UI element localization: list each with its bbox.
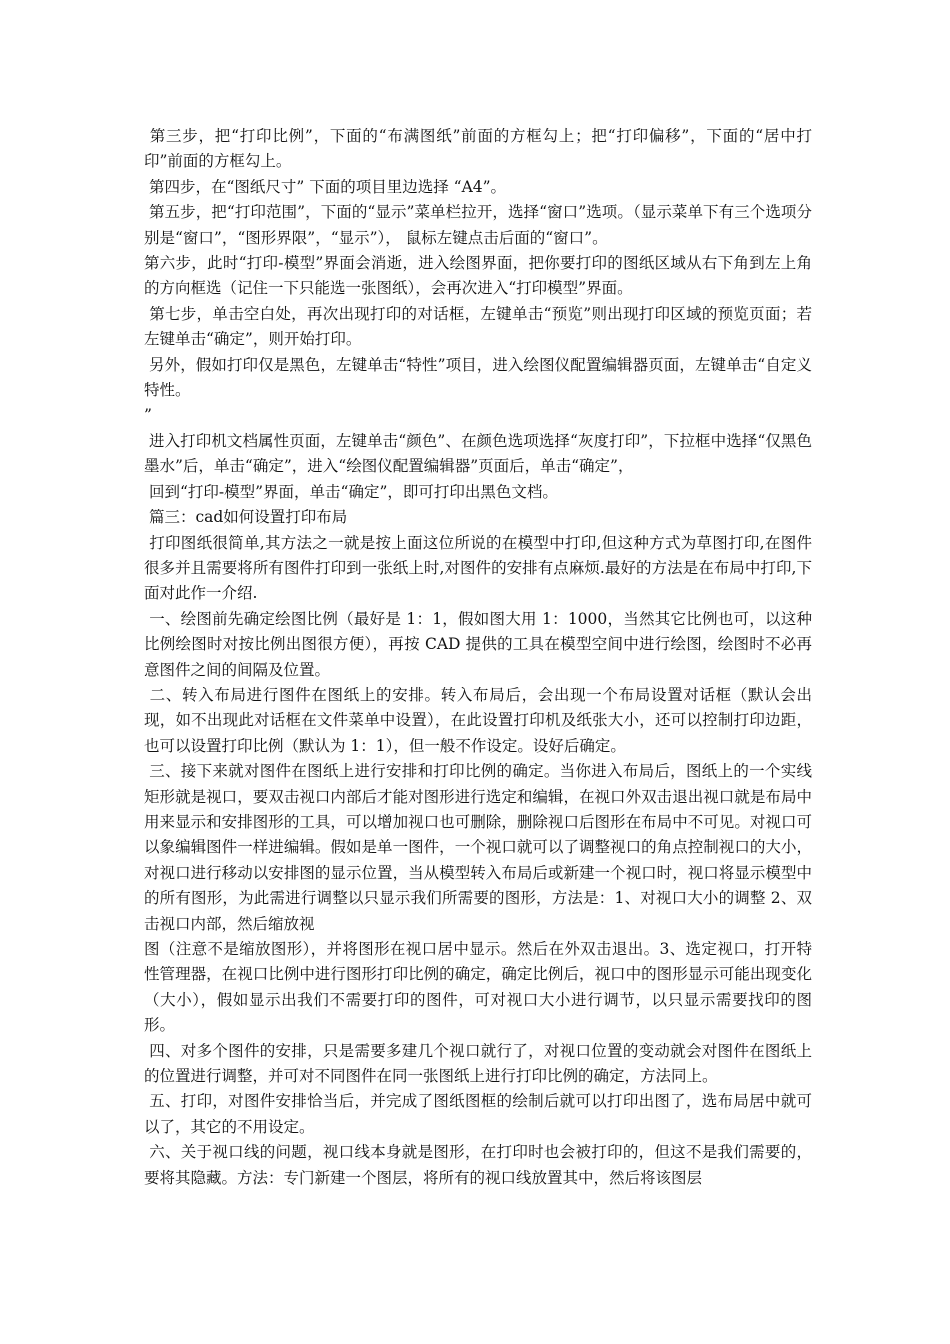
paragraph-item-1: 一、绘图前先确定绘图比例（最好是 1：1，假如图大用 1：1000，当然其它比例也可，以这种比例绘图时对按比例出图很方便），再按 CAD 提供的工具在模型空间中进行绘图，绘图时不必再意图件之间的间隔及位置。 <box>144 609 812 679</box>
paragraph-black-print: 另外，假如打印仅是黑色，左键单击“特性”项目，进入绘图仪配置编辑器页面，左键单击“自定义特性。 <box>144 355 812 400</box>
paragraph-quote-mark: ” <box>144 406 152 425</box>
paragraph-item-2: 二、转入布局进行图件在图纸上的安排。转入布局后，会出现一个布局设置对话框（默认会出现，如不出现此对话框在文件菜单中设置），在此设置打印机及纸张大小，还可以控制打印边距，也可以设置打印比例（默认为 1：1），但一般不作设定。设好后确定。 <box>144 685 812 755</box>
paragraph-step-3: 第三步，把“打印比例”，下面的“布满图纸”前面的方框勾上；把“打印偏移”，下面的“居中打印”前面的方框勾上。 <box>144 127 812 171</box>
paragraph-step-5: 第五步，把“打印范围”，下面的“显示”菜单栏拉开，选择“窗口”选项。（显示菜单下有三个选项分别是“窗口”，“图形界限”，“显示”）， 鼠标左键点击后面的“窗口”。 <box>144 203 812 247</box>
paragraph-item-3-continued: 图（注意不是缩放图形），并将图形在视口居中显示。然后在外双击退出。3、选定视口，打开特性管理器，在视口比例中进行图形打印比例的确定，确定比例后，视口中的图形显示可能出现变化（大小），假如显示出我们不需要打印的图件，可对视口大小进行调节，以只显示需要找印的图形。 <box>144 940 812 1035</box>
paragraph-intro: 打印图纸很简单,其方法之一就是按上面这位所说的在模型中打印,但这种方式为草图打印,在图件很多并且需要将所有图件打印到一张纸上时,对图件的安排有点麻烦.最好的方法是在布局中打印,下面对此作一介绍. <box>144 533 812 603</box>
paragraph-step-4: 第四步，在“图纸尺寸” 下面的项目里边选择 “A4”。 <box>144 177 507 196</box>
paragraph-item-3: 三、接下来就对图件在图纸上进行安排和打印比例的确定。当你进入布局后，图纸上的一个实线矩形就是视口，要双击视口内部后才能对图形进行选定和编辑，在视口外双击退出视口就是布局中用来显示和安排图形的工具，可以增加视口也可删除，删除视口后图形在布局中不可见。对视口可以象编辑图件一样进编辑。假如是单一图件，一个视口就可以了调整视口的角点控制视口的大小，对视口进行移动以安排图的显示位置，当从模型转入布局后或新建一个视口时，视口将显示模型中的所有图形，为此需进行调整以只显示我们所需要的图形，方法是：1、对视口大小的调整 2、双击视口内部，然后缩放视 <box>144 762 812 933</box>
paragraph-step-6: 第六步，此时“打印-模型”界面会消逝，进入绘图界面，把你要打印的图纸区域从右下角到左上角的方向框选（记住一下只能选一张图纸），会再次进入“打印模型”界面。 <box>144 254 812 298</box>
document-body <box>144 124 812 1191</box>
paragraph-item-5: 五、打印，对图件安排恰当后，并完成了图纸图框的绘制后就可以打印出图了，选布局居中就可以了，其它的不用设定。 <box>144 1092 812 1136</box>
paragraph-item-4: 四、对多个图件的安排，只是需要多建几个视口就行了，对视口位置的变动就会对图件在图纸上的位置进行调整，并可对不同图件在同一张图纸上进行打印比例的确定，方法同上。 <box>144 1041 812 1086</box>
paragraph-printer-properties: 进入打印机文档属性页面，左键单击“颜色”、在颜色选项选择“灰度打印”，下拉框中选择“仅黑色墨水”后，单击“确定”，进入“绘图仪配置编辑器”页面后，单击“确定”， <box>144 431 813 476</box>
paragraph-step-7: 第七步，单击空白处，再次出现打印的对话框，左键单击“预览”则出现打印区域的预览页面；若左键单击“确定”，则开始打印。 <box>144 304 812 349</box>
paragraph-return-print: 回到“打印-模型”界面，单击“确定”，即可打印出黑色文档。 <box>144 482 558 501</box>
paragraph-item-6: 六、关于视口线的问题，视口线本身就是图形，在打印时也会被打印的，但这不是我们需要的，要将其隐藏。方法：专门新建一个图层，将所有的视口线放置其中，然后将该图层 <box>144 1143 812 1187</box>
section-heading: 篇三：cad如何设置打印布局 <box>144 508 348 527</box>
